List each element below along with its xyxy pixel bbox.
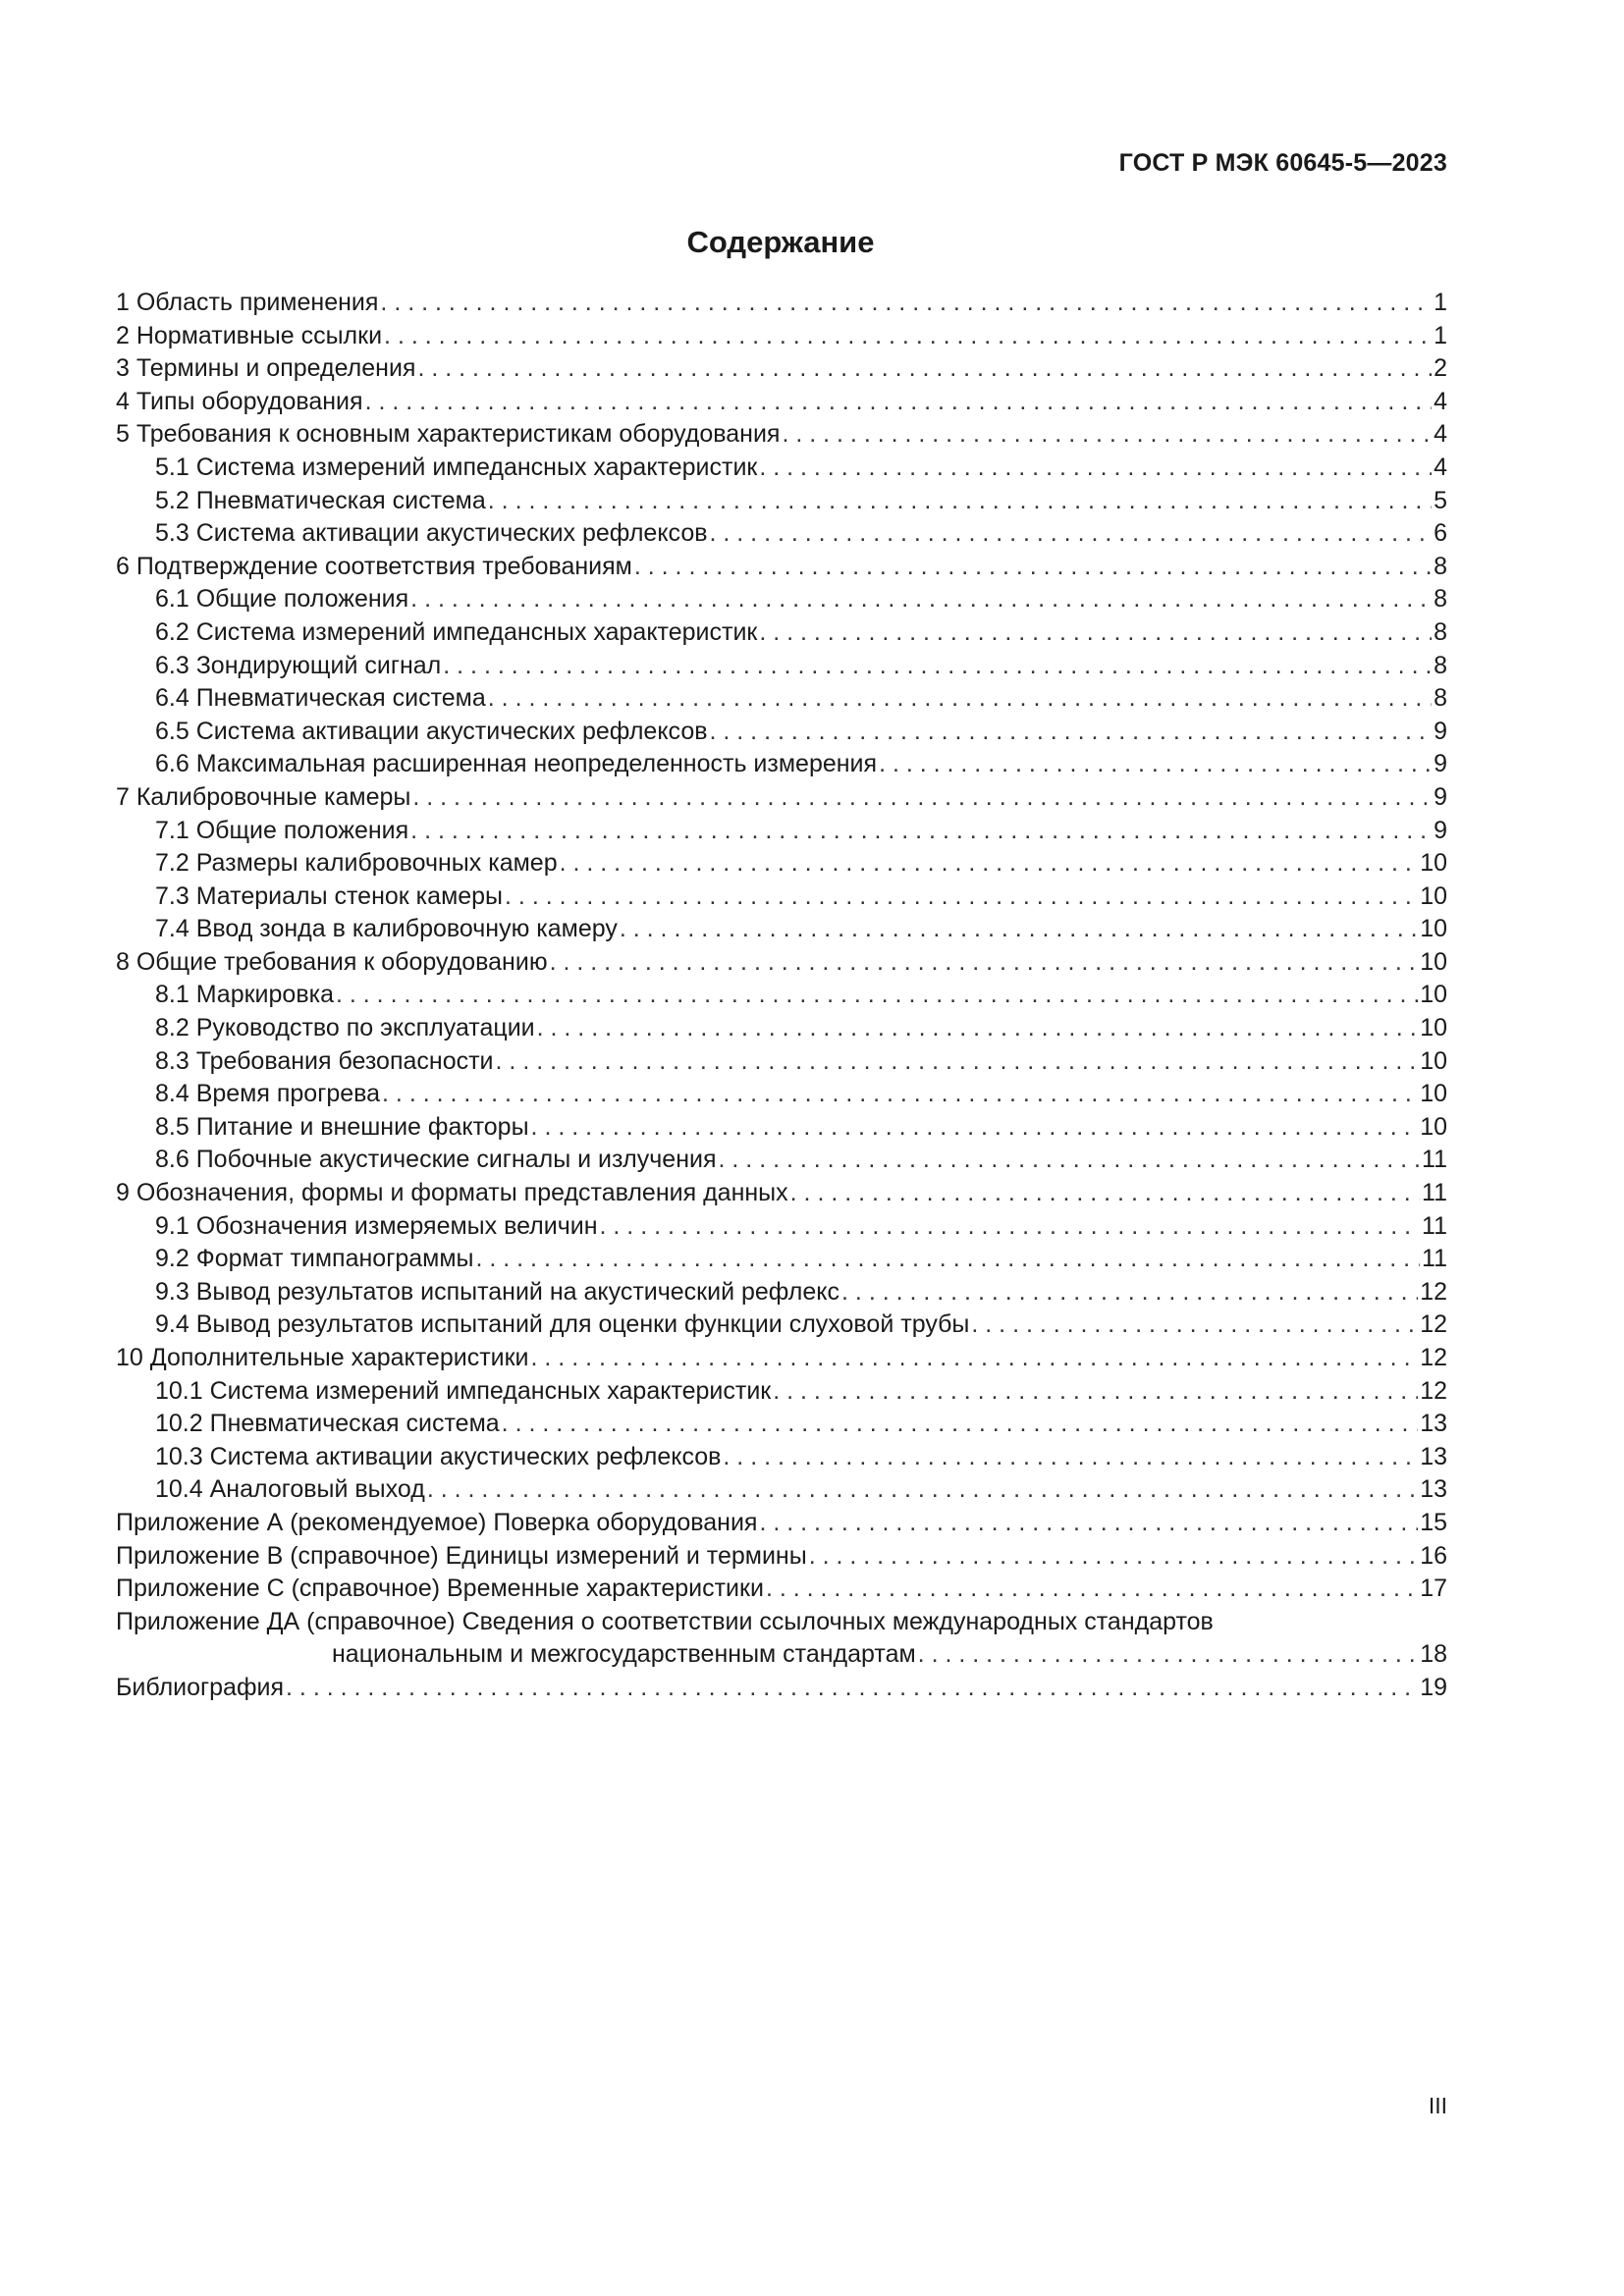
toc-dot-leader (710, 716, 1433, 749)
toc-dot-leader (531, 1342, 1419, 1375)
toc-entry[interactable] (116, 320, 1447, 353)
toc-entry-page: 12 (1420, 1376, 1447, 1405)
toc-entry[interactable] (116, 979, 1447, 1012)
toc-entry-label: 7 Калибровочные камеры (116, 782, 411, 811)
standard-designation: ГОСТ Р МЭК 60645-5—2023 (1118, 149, 1447, 177)
toc-dot-leader (531, 1111, 1419, 1145)
toc-entry[interactable] (116, 716, 1447, 749)
toc-entry-label: 8.3 Требования безопасности (155, 1046, 494, 1075)
toc-entry-page: 1 (1434, 321, 1447, 349)
toc-entry-page: 4 (1434, 420, 1447, 449)
toc-entry[interactable] (116, 682, 1447, 716)
toc-dot-leader (380, 287, 1432, 320)
toc-entry-page: 10 (1420, 849, 1447, 878)
toc-entry[interactable] (116, 748, 1447, 781)
toc-entry-label: 5.3 Система активации акустических рефлексов (155, 519, 708, 548)
toc-entry[interactable] (116, 1111, 1447, 1145)
toc-entry-page: 10 (1420, 1014, 1447, 1042)
toc-dot-leader (286, 1672, 1418, 1705)
toc-entry[interactable] (116, 650, 1447, 683)
toc-entry-page: 9 (1434, 717, 1447, 745)
toc-entry-page: 10 (1420, 947, 1447, 976)
toc-entry-page: 11 (1422, 1146, 1447, 1174)
toc-entry-label: Приложение А (рекомендуемое) Поверка оборудования (116, 1508, 758, 1536)
toc-entry[interactable] (116, 781, 1447, 815)
toc-dot-leader (841, 1276, 1418, 1309)
toc-dot-leader (412, 781, 1432, 815)
toc-entry[interactable] (116, 1144, 1447, 1177)
toc-entry-page: 10 (1420, 1112, 1447, 1141)
toc-dot-leader (560, 847, 1419, 881)
toc-entry-label: Библиография (116, 1673, 285, 1701)
toc-entry-label: 1 Область применения (116, 289, 379, 316)
toc-entry-label: Приложение В (справочное) Единицы измерений и термины (116, 1541, 807, 1570)
toc-entry-label: 6.1 Общие положения (155, 585, 409, 614)
toc-entry-label: 8.1 Маркировка (155, 981, 334, 1009)
toc-entry-page: 12 (1420, 1277, 1447, 1306)
toc-dot-leader (759, 452, 1432, 485)
toc-entry-label: 7.3 Материалы стенок камеры (155, 881, 504, 910)
toc-dot-leader (488, 682, 1432, 716)
toc-entry-label: 7.2 Размеры калибровочных камер (155, 849, 558, 878)
toc-entry-label: 6.6 Максимальная расширенная неопределенность измерения (155, 750, 878, 778)
toc-dot-leader (502, 1408, 1419, 1441)
toc-dot-leader (723, 1441, 1418, 1474)
toc-entry[interactable] (116, 1045, 1447, 1079)
toc-entry-page: 11 (1422, 1245, 1447, 1273)
toc-entry-page: 5 (1434, 486, 1447, 514)
toc-entry-page: 11 (1422, 1211, 1447, 1240)
toc-entry[interactable] (116, 583, 1447, 616)
toc-entry-label: 9.1 Обозначения измеряемых величин (155, 1211, 598, 1240)
toc-entry-annex-da[interactable] (116, 1606, 1447, 1672)
toc-entry[interactable] (116, 946, 1447, 980)
toc-dot-leader (382, 1078, 1418, 1111)
toc-entry[interactable] (116, 485, 1447, 518)
toc-entry-label: 5.2 Пневматическая система (155, 486, 486, 514)
toc-entry-page: 9 (1434, 782, 1447, 811)
toc-entry[interactable] (116, 1276, 1447, 1309)
toc-entry-label: 10.1 Система измерений импедансных характеристик (155, 1376, 772, 1405)
toc-entry[interactable] (116, 847, 1447, 881)
toc-dot-leader (773, 1375, 1418, 1409)
toc-entry-label: 8.5 Питание и внешние факторы (155, 1112, 529, 1141)
toc-entry-page: 10 (1420, 915, 1447, 943)
toc-entry-page: 19 (1420, 1673, 1447, 1701)
toc-dot-leader (809, 1540, 1419, 1574)
toc-dot-leader (427, 1473, 1418, 1507)
toc-entry-label: 10 Дополнительные характеристики (116, 1344, 529, 1371)
toc-entry-label: 2 Нормативные ссылки (116, 321, 383, 349)
toc-entry[interactable] (116, 913, 1447, 946)
toc-entry-label: 8.4 Время прогрева (155, 1080, 381, 1108)
toc-entry-page: 12 (1420, 1344, 1447, 1371)
toc-entry[interactable] (116, 287, 1447, 320)
toc-entry-page: 17 (1420, 1575, 1447, 1603)
toc-dot-leader (505, 881, 1418, 914)
toc-entry[interactable] (116, 1177, 1447, 1210)
toc-entry-page: 10 (1420, 981, 1447, 1009)
toc-dot-leader (759, 1507, 1418, 1540)
toc-entry-label: 10.3 Система активации акустических рефлексов (155, 1442, 722, 1470)
toc-entry-label: 9.2 Формат тимпанограммы (155, 1245, 474, 1273)
toc-dot-leader (879, 748, 1432, 781)
toc-dot-leader (443, 650, 1432, 683)
toc-entry[interactable] (116, 517, 1447, 551)
toc-entry[interactable] (116, 1243, 1447, 1276)
toc-entry-label: 5 Требования к основным характеристикам оборудования (116, 420, 781, 449)
toc-entry-label: 7.4 Ввод зонда в калибровочную камеру (155, 915, 618, 943)
toc-dot-leader (384, 320, 1432, 353)
toc-entry-page: 8 (1434, 684, 1447, 713)
toc-dot-leader (336, 979, 1418, 1012)
toc-dot-leader (790, 1177, 1420, 1210)
toc-entry[interactable] (116, 452, 1447, 485)
toc-entry-label: 7.1 Общие положения (155, 816, 409, 844)
toc-entry-page: 11 (1422, 1179, 1447, 1207)
toc-entry-page: 13 (1420, 1442, 1447, 1470)
toc-dot-leader (365, 386, 1433, 419)
toc-entry[interactable] (116, 815, 1447, 848)
toc-entry[interactable] (116, 551, 1447, 584)
toc-entry-label: 6.4 Пневматическая система (155, 684, 486, 713)
table-of-contents (116, 287, 1447, 1705)
toc-dot-leader (918, 1638, 1419, 1672)
toc-entry-label: 6.5 Система активации акустических рефлексов (155, 717, 708, 745)
toc-entry[interactable] (116, 1308, 1447, 1342)
toc-dot-leader (537, 1012, 1419, 1045)
toc-entry-page: 10 (1420, 1046, 1447, 1075)
toc-entry[interactable] (116, 1078, 1447, 1111)
toc-entry-label: 10.2 Пневматическая система (155, 1410, 500, 1438)
toc-entry-page: 18 (1420, 1640, 1447, 1669)
toc-dot-leader (971, 1308, 1418, 1342)
toc-entry[interactable] (116, 1342, 1447, 1375)
toc-entry-label: 9.3 Вывод результатов испытаний на акустический рефлекс (155, 1277, 840, 1306)
toc-entry[interactable] (116, 1441, 1447, 1474)
toc-dot-leader (410, 583, 1432, 616)
toc-dot-leader (600, 1210, 1421, 1244)
toc-entry[interactable] (116, 1210, 1447, 1244)
toc-entry-page: 4 (1434, 453, 1447, 481)
toc-entry-label: 8 Общие требования к оборудованию (116, 947, 548, 976)
toc-dot-leader (496, 1045, 1419, 1079)
toc-entry-label: Приложение ДА (справочное) Сведения о соответствии ссылочных международных стандартов (116, 1607, 1214, 1635)
toc-dot-leader (766, 1573, 1418, 1606)
toc-entry-page: 8 (1434, 552, 1447, 580)
toc-entry[interactable] (116, 1012, 1447, 1045)
toc-entry-page: 13 (1420, 1475, 1447, 1504)
toc-entry-page: 6 (1434, 519, 1447, 548)
toc-entry[interactable] (116, 418, 1447, 452)
toc-entry[interactable] (116, 1408, 1447, 1441)
toc-entry[interactable] (116, 1573, 1447, 1606)
toc-entry-label: Приложение С (справочное) Временные характеристики (116, 1575, 764, 1603)
toc-entry-page: 15 (1420, 1508, 1447, 1536)
toc-dot-leader (620, 913, 1418, 946)
toc-entry-page: 8 (1434, 651, 1447, 679)
toc-entry[interactable] (116, 386, 1447, 419)
toc-entry-bibliography[interactable] (116, 1672, 1447, 1705)
toc-entry-label: 9.4 Вывод результатов испытаний для оценки функции слуховой трубы (155, 1310, 970, 1339)
toc-entry-label: 10.4 Аналоговый выход (155, 1475, 425, 1504)
toc-entry-page: 1 (1434, 289, 1447, 316)
toc-entry-label: 8.2 Руководство по эксплуатации (155, 1014, 535, 1042)
toc-entry-label: 6.3 Зондирующий сигнал (155, 651, 442, 679)
toc-entry-page: 8 (1434, 617, 1447, 646)
toc-entry-page: 9 (1434, 750, 1447, 778)
toc-entry[interactable] (116, 1507, 1447, 1540)
toc-entry-page: 12 (1420, 1310, 1447, 1339)
toc-dot-leader (410, 815, 1432, 848)
toc-entry-label: 4 Типы оборудования (116, 387, 363, 415)
toc-entry[interactable] (116, 881, 1447, 914)
toc-entry-page: 13 (1420, 1410, 1447, 1438)
toc-entry[interactable] (116, 1375, 1447, 1409)
toc-entry-label: 8.6 Побочные акустические сигналы и излучения (155, 1146, 717, 1174)
toc-dot-leader (550, 946, 1419, 980)
toc-entry[interactable] (116, 1540, 1447, 1574)
toc-dot-leader (710, 517, 1433, 551)
toc-entry-page: 9 (1434, 816, 1447, 844)
toc-dot-leader (634, 551, 1432, 584)
toc-entry-page: 16 (1420, 1541, 1447, 1570)
toc-dot-leader (759, 616, 1432, 650)
toc-dot-leader (417, 352, 1432, 386)
toc-entry[interactable] (116, 1473, 1447, 1507)
toc-entry-page: 4 (1434, 387, 1447, 415)
toc-dot-leader (488, 485, 1432, 518)
toc-entry-page: 2 (1434, 354, 1447, 383)
toc-title: Содержание (686, 225, 875, 259)
toc-entry-page: 8 (1434, 585, 1447, 614)
page-number: III (1428, 2093, 1447, 2118)
toc-entry[interactable] (116, 352, 1447, 386)
toc-entry-label: 6.2 Система измерений импедансных характеристик (155, 617, 758, 646)
toc-entry-label: 9 Обозначения, формы и форматы представления данных (116, 1179, 788, 1207)
toc-entry-page: 10 (1420, 881, 1447, 910)
toc-dot-leader (782, 418, 1432, 452)
toc-dot-leader (475, 1243, 1420, 1276)
toc-entry[interactable] (116, 616, 1447, 650)
toc-entry-label: 6 Подтверждение соответствия требованиям (116, 552, 632, 580)
toc-entry-label: 3 Термины и определения (116, 354, 416, 383)
toc-entry-page: 10 (1420, 1080, 1447, 1108)
toc-dot-leader (719, 1144, 1421, 1177)
toc-entry-label-continuation: национальным и межгосударственным стандартам (332, 1640, 916, 1669)
toc-entry-label: 5.1 Система измерений импедансных характеристик (155, 453, 758, 481)
